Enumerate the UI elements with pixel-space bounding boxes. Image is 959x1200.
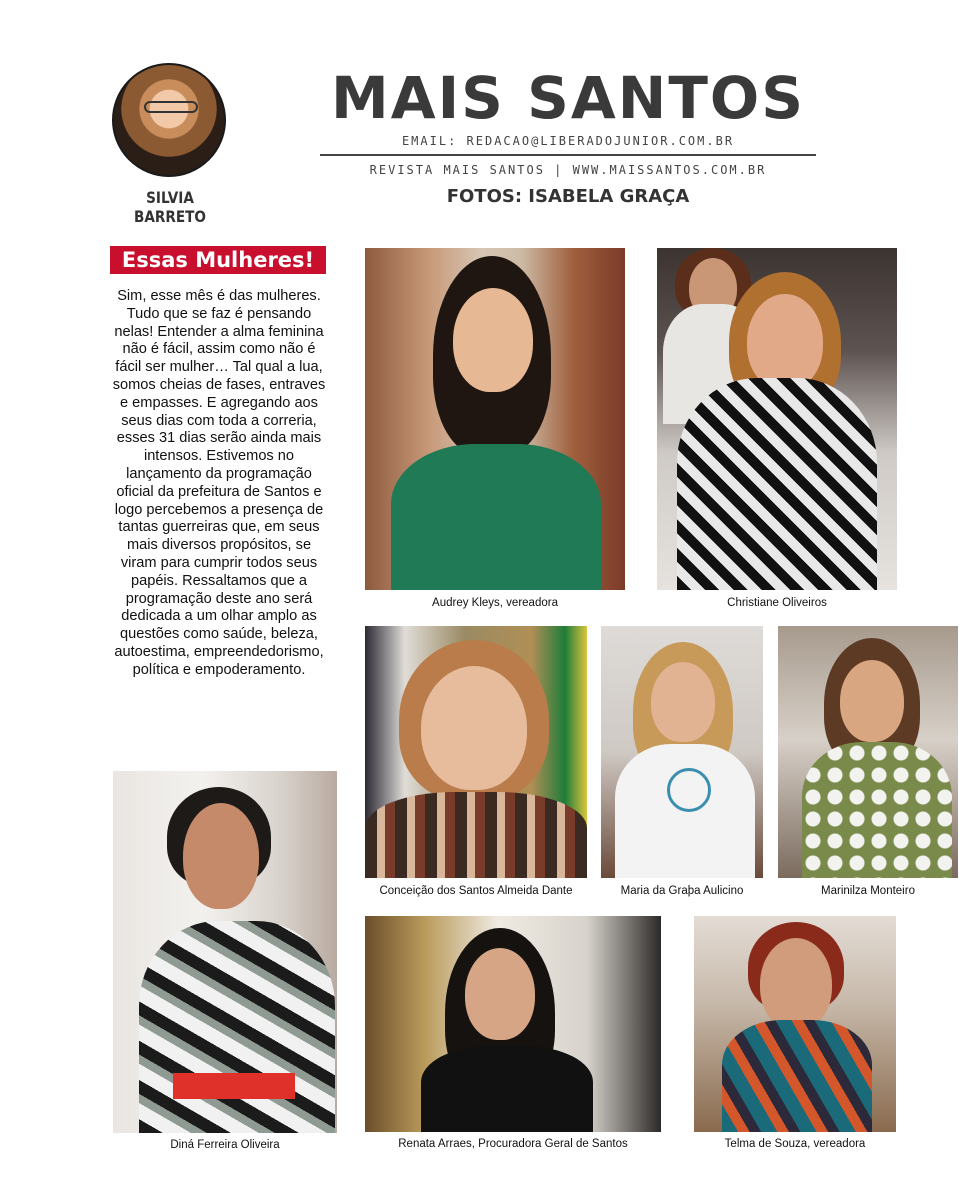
photo-maria <box>601 626 763 878</box>
caption-renata: Renata Arraes, Procuradora Geral de Santos <box>398 1138 628 1150</box>
header-divider <box>320 154 816 156</box>
email-line: EMAIL: REDACAO@LIBERADOJUNIOR.COM.BR <box>401 134 735 148</box>
caption-marinilza: Marinilza Monteiro <box>821 885 915 897</box>
photo-credit: FOTOS: ISABELA GRAÇA <box>446 186 690 207</box>
caption-conceicao: Conceição dos Santos Almeida Dante <box>379 885 573 897</box>
site-line: REVISTA MAIS SANTOS | WWW.MAISSANTOS.COM.BR <box>369 163 767 177</box>
photo-marinilza <box>778 626 958 878</box>
photo-dina <box>113 771 337 1133</box>
photo-conceicao <box>365 626 587 878</box>
photo-telma <box>694 916 896 1132</box>
photo-christiane <box>657 248 897 590</box>
magazine-title: MAIS SANTOS <box>331 64 805 132</box>
article-headline: Essas Mulheres! <box>110 246 326 274</box>
photo-audrey <box>365 248 625 590</box>
glasses-graphic <box>144 101 198 113</box>
caption-audrey: Audrey Kleys, vereadora <box>432 597 558 609</box>
photo-renata <box>365 916 661 1132</box>
author-name: SILVIA BARRETO <box>134 188 206 226</box>
caption-telma: Telma de Souza, vereadora <box>724 1138 866 1150</box>
caption-christiane: Christiane Oliveiros <box>727 597 827 609</box>
caption-maria: Maria da Graþa Aulicino <box>620 885 744 897</box>
author-avatar <box>112 63 226 177</box>
caption-dina: Diná Ferreira Oliveira <box>170 1139 280 1151</box>
article-body: Sim, esse mês é das mulheres. Tudo que se faz é pensando nelas! Entender a alma feminina não é fácil, assim como não é fácil ser mulher… Tal qual a lua, somos cheias de fases, entraves e empasses. E agregando aos seus dias com toda a correria, esses 31 dias serão ainda mais intensos. Estivemos no lançamento da programação oficial da prefeitura de Santos e logo percebemos a presença de tantas guerreiras que, em seus mais diversos propósitos, se viram para cumprir todos seus papéis. Ressaltamos que a programação deste ano será dedicada a um olhar amplo as questões como saúde, beleza, autoestima, empreendedorismo, política e empoderamento. <box>112 288 326 678</box>
